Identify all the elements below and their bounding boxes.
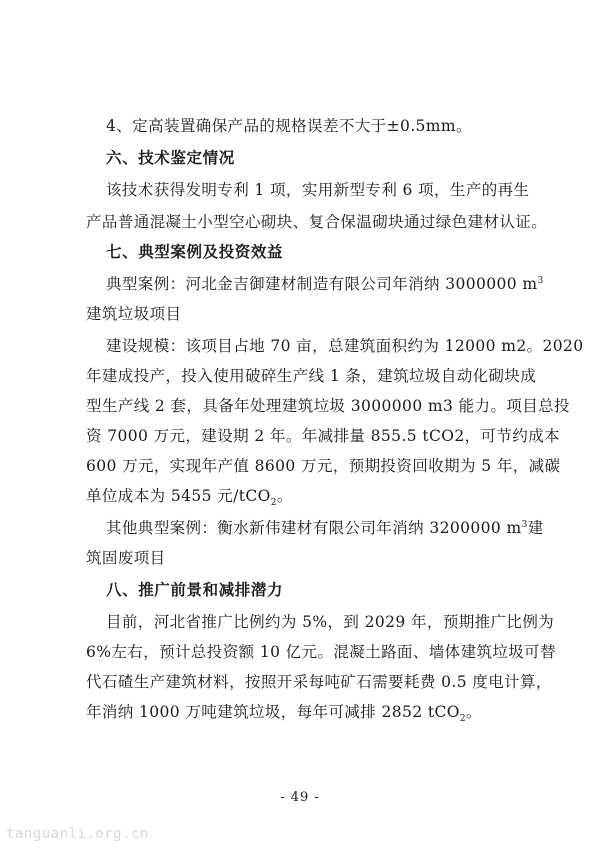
paragraph-line: 600 万元，实现年产值 8600 万元，预期投资回收期为 5 年，减碳 [86, 457, 561, 475]
paragraph-line: 建设规模：该项目占地 70 亩，总建筑面积约为 12000 m2。2020 [106, 337, 584, 355]
paragraph-line: 年建成投产，投入使用破碎生产线 1 条，建筑垃圾自动化砌块成 [86, 367, 537, 385]
paragraph-line [106, 518, 546, 538]
text-run: 年消纳 1000 万吨建筑垃圾，每年可减排 2852 tCO [86, 703, 460, 721]
page-number: - 49 - [280, 790, 320, 805]
paragraph-line [86, 702, 526, 725]
section-8-heading: 八、推广前景和减排潜力 [106, 581, 284, 599]
paragraph-line: 建筑垃圾项目 [86, 305, 182, 323]
subscript: 2 [270, 498, 277, 509]
paragraph-line: 型生产线 2 套，具备年处理建筑垃圾 3000000 m3 能力。项目总投 [86, 397, 570, 415]
text-run: 。 [276, 487, 293, 505]
text-run: 。 [466, 703, 482, 721]
paragraph-line: 产品普通混凝土小型空心砌块、复合保温砌块通过绿色建材认证。 [86, 213, 548, 231]
paragraph-line [106, 274, 546, 294]
paragraph-line: 6%左右，预计总投资额 10 亿元。混凝土路面、墙体建筑垃圾可替 [86, 643, 556, 661]
text-run: 建 [527, 519, 544, 537]
paragraph-line: 筑固废项目 [86, 549, 166, 567]
section-6-heading: 六、技术鉴定情况 [106, 149, 235, 167]
list-item-4: 4、定高装置确保产品的规格误差不大于±0.5mm。 [106, 117, 472, 135]
text-run: 典型案例：河北金吉御建材制造有限公司年消纳 3000000 m [106, 275, 538, 293]
paragraph-line: 该技术获得发明专利 1 项，实用新型专利 6 项，生产的再生 [106, 181, 530, 199]
superscript: 3 [537, 275, 544, 286]
paragraph-line [86, 486, 526, 509]
watermark: tanguanli.org.cn [6, 826, 149, 842]
section-7-heading: 七、典型案例及投资效益 [106, 243, 284, 261]
subscript: 2 [459, 714, 467, 725]
paragraph-line: 目前，河北省推广比例约为 5%，到 2029 年，预期推广比例为 [106, 613, 555, 631]
text-run: 单位成本为 5455 元/tCO [86, 487, 271, 505]
paragraph-line: 代石碴生产建筑材料，按照开采每吨矿石需要耗费 0.5 度电计算， [86, 673, 552, 691]
superscript: 3 [521, 519, 528, 530]
text-run: 其他典型案例：衡水新伟建材有限公司年消纳 3200000 m [106, 519, 522, 537]
paragraph-line: 资 7000 万元，建设期 2 年。年减排量 855.5 tCO2，可节约成本 [86, 427, 561, 445]
